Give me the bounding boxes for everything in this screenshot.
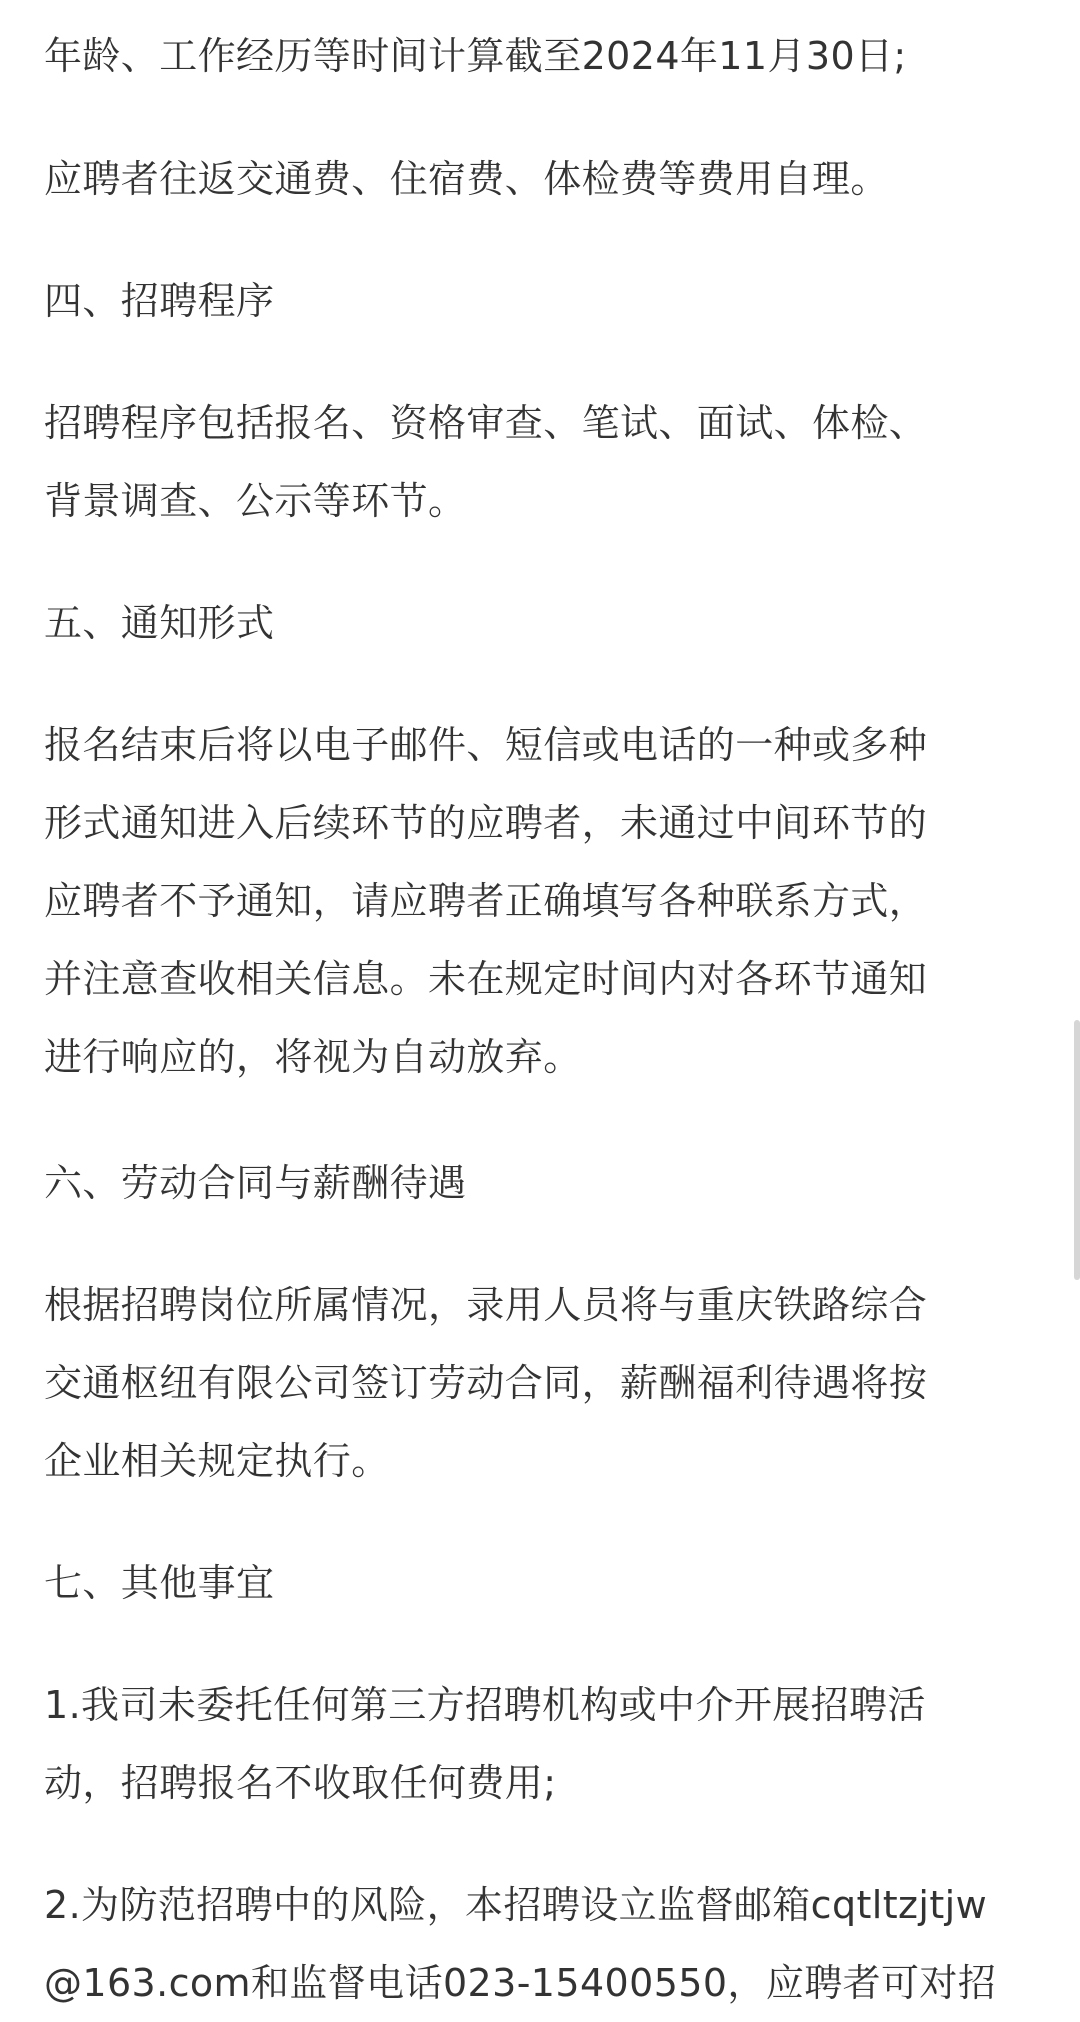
scrollbar-thumb[interactable] [1074,1020,1080,1280]
paragraph-no-agency: 1.我司未委托任何第三方招聘机构或中介开展招聘活 动，招聘报名不收取任何费用; [44,1683,926,1805]
section-heading-contract-salary: 六、劳动合同与薪酬待遇 [44,1161,467,1205]
paragraph-expenses: 应聘者往返交通费、住宿费、体检费等费用自理。 [44,157,889,201]
paragraph-procedure: 招聘程序包括报名、资格审查、笔试、面试、体检、 背景调查、公示等环节。 [44,401,928,523]
section-heading-notification: 五、通知形式 [44,601,275,645]
paragraph-supervision: 2.为防范招聘中的风险，本招聘设立监督邮箱cqtltzjtjw @163.com和监督电话023-15400550，应聘者可对招 [44,1883,997,2005]
paragraph-contract: 根据招聘岗位所属情况，录用人员将与重庆铁路综合 交通枢纽有限公司签订劳动合同，薪酬福利待遇将按 企业相关规定执行。 [44,1283,928,1483]
paragraph-notification: 报名结束后将以电子邮件、短信或电话的一种或多种 形式通知进入后续环节的应聘者，未通过中间环节的 应聘者不予通知，请应聘者正确填写各种联系方式， 并注意查收相关信息。未在规定时间内对各环节通知 进行响应的，将视为自动放弃。 [44,723,928,1079]
section-heading-other-matters: 七、其他事宜 [44,1561,275,1605]
section-heading-recruitment-procedure: 四、招聘程序 [44,279,275,323]
paragraph-age-cutoff: 年龄、工作经历等时间计算截至2024年11月30日; [44,34,907,78]
